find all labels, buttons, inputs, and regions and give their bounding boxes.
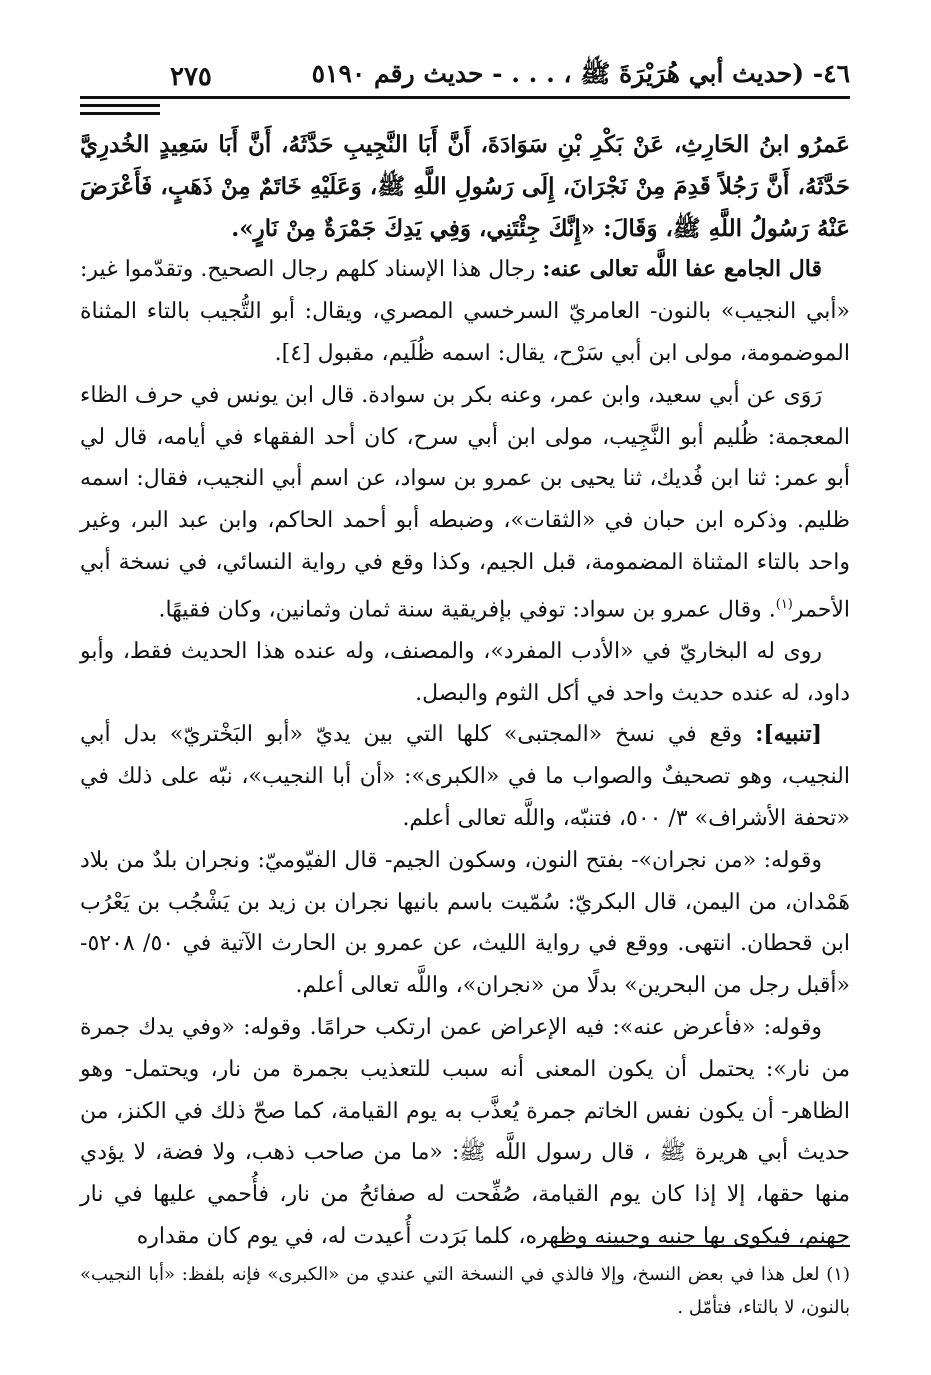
hadith-text: عَمرُو ابنُ الحَارِثِ، عَنْ بَكْرِ بْنِ سَوَادَةَ، أَنَّ أَبَا النَّجِيبِ حَدَّثَهُ، أَنَّ أَبَا سَعِيدٍ الخُدرِيَّ حَدَّثَهُ، أَنَّ رَجُلاً قَدِمَ مِنْ نَجْرَانَ، إِلَى رَسُولِ اللَّهِ ﷺ، وَعَلَيْهِ خَاتَمٌ مِنْ ذَهَبٍ، فَأَعْرَضَ عَنْهُ رَسُولُ اللَّهِ ﷺ، وَقَالَ: «إِنَّكَ جِئْتَنِي، وَفِي يَدِكَ جَمْرَةٌ مِنْ نَارٍ». [80,131,850,242]
main-text [80,124,850,1258]
page-header [80,58,850,98]
footnote-separator [556,1245,850,1247]
paragraph-5: وقوله: «من نجران»- بفتح النون، وسكون الجيم- قال الفيّوميّ: ونجران بلدٌ من بلاد هَمْدان، من اليمن، قال البكريّ: سُمّيت باسم بانيها نجران بن زيد بن يَشْجُب بن يَعْرُب ابن قحطان. انتهى. ووقع في رواية الليث، عن عمرو بن الحارث الآتية في ٥٠/ ٥٢٠٨- «أقبل رجل من البحرين» بدلًا من «نجران»، واللَّه تعالى أعلم. [80,847,850,999]
running-title: ٤٦- (حديث أبي هُرَيْرَةَ ﷺ ، . . . - حديث رقم ٥١٩٠ [311,59,850,88]
header-rule-double-2 [80,112,160,115]
paragraph-2 [80,375,850,631]
paragraph-6: وقوله: «فأعرض عنه»: فيه الإعراض عمن ارتكب حرامًا. وقوله: «وفي يدك جمرة من نار»: يحتمل أن يكون المعنى أنه سبب للتعذيب بجمرة من نار، ويحتمل- وهو الظاهر- أن يكون نفس الخاتم جمرة يُعذَّب به يوم القيامة، كما صحّ ذلك في الكنز، من حديث أبي هريرة ﷺ ، قال رسول اللَّه ﷺ: «ما من صاحب ذهب، ولا فضة، لا يؤدي منها حقها، إلا إذا كان يوم القيامة، صُفِّحت له صفائحُ من نار، فأُحمي عليها في نار جهنم، فيكوى بها جنبه وجبينه وظهره، كلما بَرَدت أُعيدت له، في يوم كان مقداره [80,1015,850,1250]
paragraph-4 [80,714,850,839]
paragraph-1 [80,249,850,374]
header-rule [80,96,850,99]
header-rule-double-1 [80,104,160,107]
paragraph-1-lead: قال الجامع عفا اللَّه تعالى عنه: [542,256,822,283]
paragraph-4-lead: [تنبيه]: [755,721,822,748]
paragraph-1-text: رجال هذا الإسناد كلهم رجال الصحيح. وتقدّموا غير: «أبي النجيب» بالنون- العامريّ السرخسي المصري، ويقال: أبو التُّجيب بالتاء المثناة الموضمومة، مولى ابن أبي سَرْح، يقال: اسمه ظُلَيم، مقبول [٤]. [80,257,850,366]
paragraph-3: روى له البخاريّ في «الأدب المفرد»، والمصنف، وله عنده هذا الحديث فقط، وأبو داود، له عنده حديث واحد في أكل الثوم والبصل. [80,638,850,706]
footnote-marker: (١) [775,596,793,612]
footnote: (١) لعل هذا في بعض النسخ، وإلا فالذي في النسخة التي عندي من «الكبرى» فإنه بلفظ: «أبا النجيب» بالنون، لا بالتاء، فتأمّل . [80,1264,850,1318]
paragraph-2-text-a: رَوَى عن أبي سعيد، وابن عمر، وعنه بكر بن سوادة. قال ابن يونس في حرف الظاء المعجمة: ظُليم أبو النَّجِيب، مولى ابن أبي سرح، كان أحد الفقهاء في أيامه، قال لي أبو عمر: ثنا ابن فُديك، ثنا يحيى بن عمرو بن سواد، عن اسم أبي النجيب، فقال: اسمه ظليم. وذكره ابن حبان في «الثقات»، وضبطه أبو أحمد الحاكم، وابن عبد البر، وغير واحد بالتاء المثناة المضمومة، قبل الجيم، وكذا وقع في رواية النسائي، في نسخة أبي الأحمر [80,382,850,623]
paragraph-4-text: وقع في نسخ «المجتبى» كلها التي بين يديّ «أبو البَخْتريّ» بدل أبي النجيب، وهو تصحيفٌ والصواب ما في «الكبرى»: «أن أبا النجيب»، نبّه على ذلك في «تحفة الأشراف» ٣/ ٥٠٠، فتنبّه، واللَّه تعالى أعلم. [80,722,850,832]
page-number: ٢٧٥ [170,62,212,92]
paragraph-2-text-b: . وقال عمرو بن سواد: توفي بإفريقية سنة ثمان وثمانين، وكان فقيهًا. [158,597,776,623]
